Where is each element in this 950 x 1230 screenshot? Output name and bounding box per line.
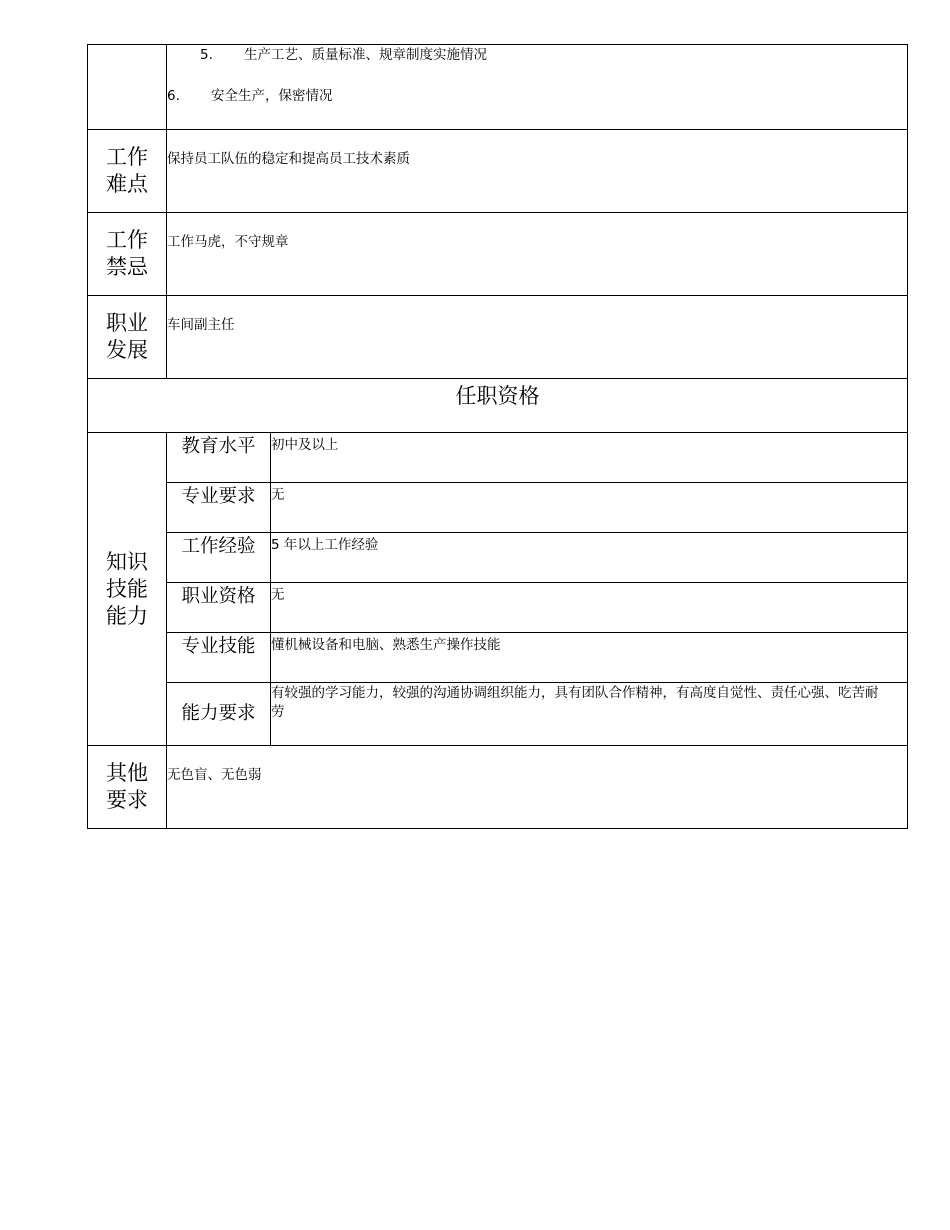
education-label: 教育水平 bbox=[167, 433, 271, 483]
duties-continued-row bbox=[88, 45, 908, 130]
qualification-row bbox=[88, 483, 908, 533]
difficulties-label: 工作难点 bbox=[88, 130, 167, 213]
major-requirement-value: 无 bbox=[271, 483, 908, 533]
job-description-document bbox=[87, 44, 907, 829]
duty-item-5: 5. 生产工艺、质量标准、规章制度实施情况 bbox=[200, 47, 487, 63]
career-content: 车间副主任 bbox=[167, 296, 908, 379]
ability-requirement-value: 有较强的学习能力，较强的沟通协调组织能力，具有团队合作精神，有高度自觉性、责任心强、吃苦耐劳 bbox=[271, 683, 908, 746]
career-label: 职业发展 bbox=[88, 296, 167, 379]
ability-requirement-label: 能力要求 bbox=[167, 683, 271, 746]
major-requirement-label: 专业要求 bbox=[167, 483, 271, 533]
taboos-row bbox=[88, 213, 908, 296]
duty-item-6: 6. 安全生产，保密情况 bbox=[167, 88, 333, 104]
career-row bbox=[88, 296, 908, 379]
work-experience-label: 工作经验 bbox=[167, 533, 271, 583]
taboos-label: 工作禁忌 bbox=[88, 213, 167, 296]
professional-qualification-label: 职业资格 bbox=[167, 583, 271, 633]
knowledge-skills-label: 知识技能能力 bbox=[88, 433, 167, 746]
work-experience-value: 5 年以上工作经验 bbox=[271, 533, 908, 583]
duties-content-cell bbox=[167, 45, 908, 130]
job-description-table bbox=[87, 44, 908, 829]
qualification-row bbox=[88, 633, 908, 683]
duties-label-cell bbox=[88, 45, 167, 130]
professional-qualification-value: 无 bbox=[271, 583, 908, 633]
other-requirements-label: 其他要求 bbox=[88, 746, 167, 829]
other-requirements-row bbox=[88, 746, 908, 829]
qualification-row bbox=[88, 683, 908, 746]
difficulties-row bbox=[88, 130, 908, 213]
professional-skills-label: 专业技能 bbox=[167, 633, 271, 683]
other-requirements-content: 无色盲、无色弱 bbox=[167, 746, 908, 829]
qualification-row bbox=[88, 533, 908, 583]
taboos-content: 工作马虎，不守规章 bbox=[167, 213, 908, 296]
qualifications-heading: 任职资格 bbox=[88, 379, 908, 433]
professional-skills-value: 懂机械设备和电脑、熟悉生产操作技能 bbox=[271, 633, 908, 683]
difficulties-content: 保持员工队伍的稳定和提高员工技术素质 bbox=[167, 130, 908, 213]
qualifications-heading-row bbox=[88, 379, 908, 433]
qualification-row bbox=[88, 583, 908, 633]
education-value: 初中及以上 bbox=[271, 433, 908, 483]
qualification-row bbox=[88, 433, 908, 483]
